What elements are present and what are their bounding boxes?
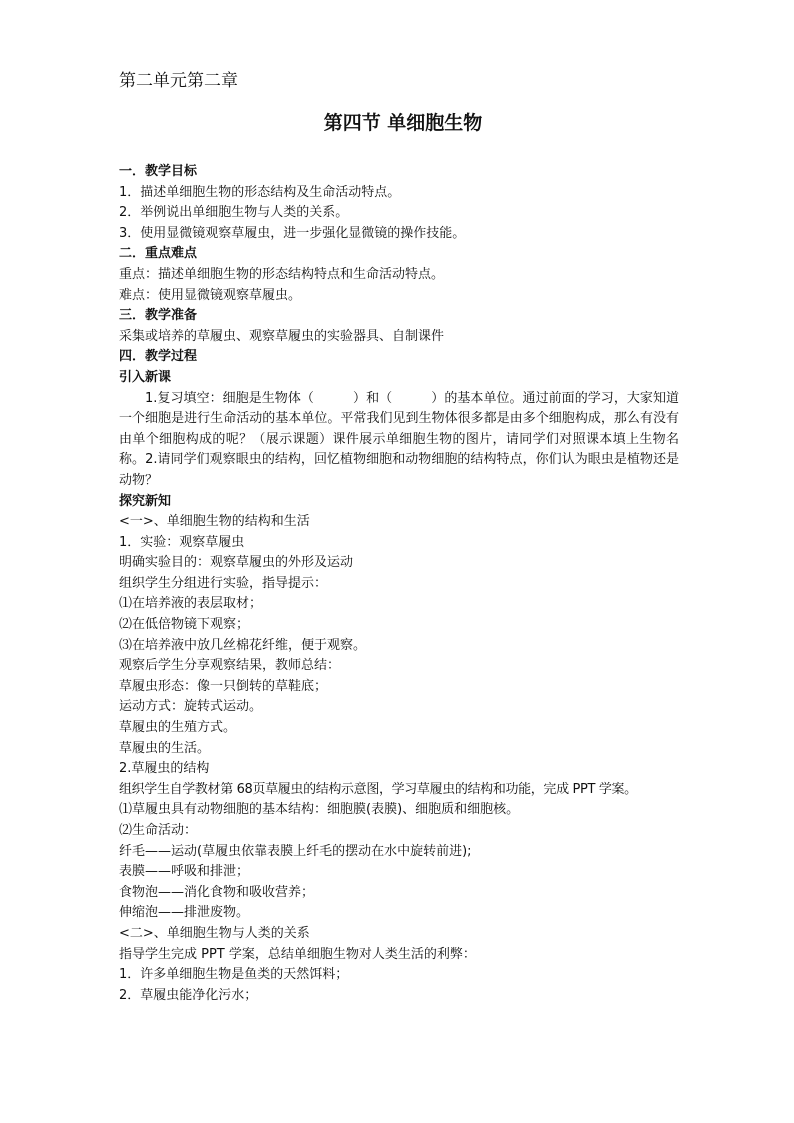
text-line: 草履虫的生活。 — [119, 740, 211, 756]
text-line: 1．实验：观察草履虫 — [119, 534, 245, 550]
text-line: 草履虫的生殖方式。 — [119, 720, 237, 736]
text-line: 草履虫形态：像一只倒转的草鞋底； — [119, 678, 328, 694]
text-line: 2.草履虫的结构 — [119, 761, 210, 777]
intro-heading: 引入新课 — [119, 369, 172, 385]
intro-paragraph: 1.复习填空：细胞是生物体（ ）和（ ）的基本单位。通过前面的学习，大家知道一个细胞是进行生命活动的基本单位。平常我们见到生物体很多都是由多个细胞构成，那么有没有由单个细胞构成的呢？（展示课题）课件展示单细胞生物的图片，请同学们对照课本填上生物名称。2.请同学们观察眼虫的结构，回忆植物细胞和动物细胞的结构特点，你们认为眼虫是植物还是动物？ — [119, 390, 679, 488]
key-point: 重点：描述单细胞生物的形态结构特点和生命活动特点。 — [119, 266, 445, 282]
text-line: 组织学生分组进行实验，指导提示： — [119, 575, 328, 591]
text-line: 食物泡——消化食物和吸收营养； — [119, 884, 315, 900]
text-line: <一>、单细胞生物的结构和生活 — [119, 514, 310, 530]
text-line: <二>、单细胞生物与人类的关系 — [119, 925, 310, 941]
text-line: ⑴草履虫具有动物细胞的基本结构：细胞膜(表膜)、细胞质和细胞核。 — [119, 802, 520, 818]
section-title: 第四节 单细胞生物 — [323, 112, 483, 134]
text-line: 指导学生完成 PPT 学案，总结单细胞生物对人类生活的利弊： — [119, 946, 476, 962]
prep-heading: 三．教学准备 — [119, 308, 198, 324]
document-body — [119, 162, 679, 1006]
goal-item: 2．举例说出单细胞生物与人类的关系。 — [119, 205, 349, 221]
text-line: 观察后学生分享观察结果，教师总结： — [119, 658, 341, 674]
text-line: ⑵生命活动： — [119, 823, 198, 838]
difficult-point: 难点：使用显微镜观察草履虫。 — [119, 287, 302, 303]
goals-heading: 一．教学目标 — [119, 164, 198, 179]
text-line: 表膜——呼吸和排泄； — [119, 864, 250, 880]
text-line: 2．草履虫能净化污水； — [119, 987, 258, 1003]
text-line: ⑴在培养液的表层取材； — [119, 596, 263, 612]
text-line: 1．许多单细胞生物是鱼类的天然饵料； — [119, 967, 349, 983]
text-line: 伸缩泡——排泄废物。 — [119, 905, 250, 921]
process-heading: 四．教学过程 — [119, 349, 198, 365]
text-line: ⑵在低倍物镜下观察； — [119, 617, 250, 633]
chapter-heading: 第二单元第二章 — [119, 71, 238, 91]
text-line: ⑶在培养液中放几丝棉花纤维，便于观察。 — [119, 637, 367, 653]
key-heading: 二．重点难点 — [119, 246, 198, 262]
text-line: 纤毛——运动(草履虫依靠表膜上纤毛的摆动在水中旋转前进); — [119, 843, 472, 859]
goal-item: 3．使用显微镜观察草履虫，进一步强化显微镜的操作技能。 — [119, 225, 466, 241]
text-line: 运动方式：旋转式运动。 — [119, 699, 263, 715]
text-line: 组织学生自学教材第 68页草履虫的结构示意图，学习草履虫的结构和功能，完成 PPT 学案。 — [119, 781, 637, 797]
explore-heading: 探究新知 — [119, 493, 172, 509]
goal-item: 1．描述单细胞生物的形态结构及生命活动特点。 — [119, 184, 401, 200]
prep-text: 采集或培养的草履虫、观察草履虫的实验器具、自制课件 — [119, 328, 445, 344]
text-line: 明确实验目的：观察草履虫的外形及运动 — [119, 555, 354, 571]
